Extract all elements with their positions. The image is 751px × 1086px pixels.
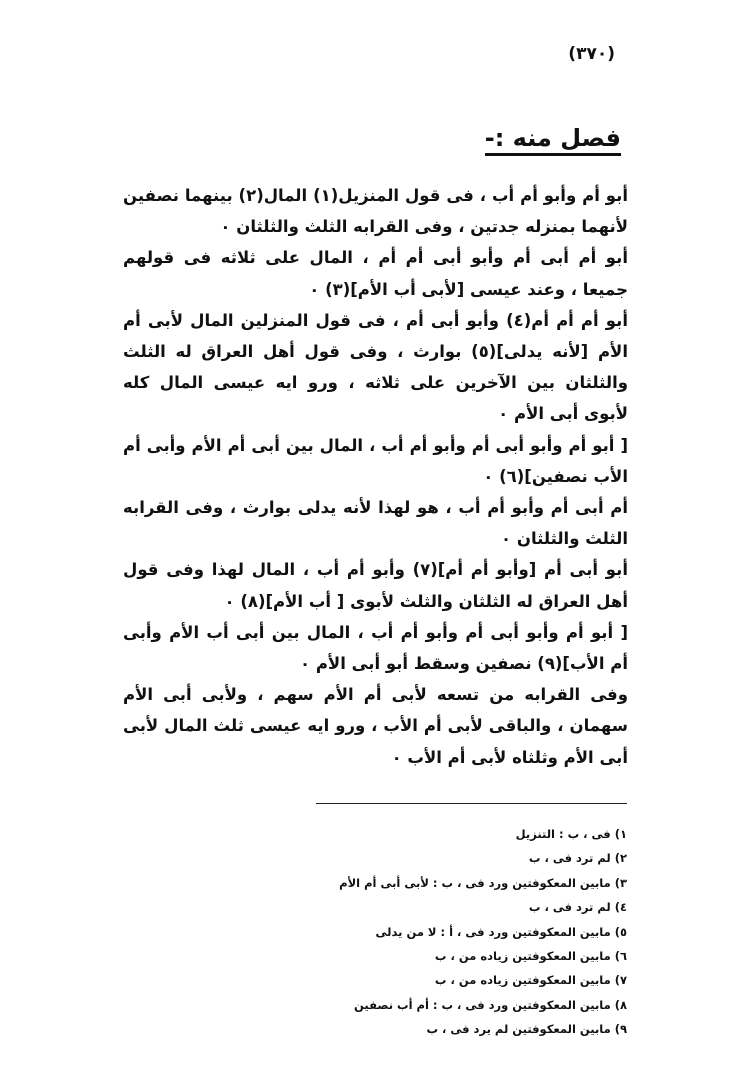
footnote: ٧) مابين المعكوفتين زياده من ، ب [434, 973, 627, 988]
paragraph: [ أبو أم وأبو أبى أم وأبو أم أب ، المال بين أبى أم الأم وأبى أم الأب نصفين](٦) ٠ [123, 435, 628, 486]
footnote: ٦) مابين المعكوفتين زياده من ، ب [434, 949, 627, 964]
body-text [123, 180, 628, 773]
paragraph: أم أبى أم وأبو أم أب ، هو لهذا لأنه يدلى بوارث ، وفى القرابه الثلث والثلثان ٠ [123, 498, 628, 549]
footnote: ٥) مابين المعكوفتين ورد فى ، أ : لا من يدلى [375, 924, 627, 939]
footnote: ٢) لم ترد فى ، ب [528, 851, 627, 866]
footnote: ١) فى ، ب : التنزيل [515, 827, 627, 841]
section-title: فصل منه :- [485, 124, 621, 156]
footnote: ٩) مابين المعكوفتين لم يرد فى ، ب [426, 1022, 627, 1037]
footnote: ٣) مابين المعكوفتين ورد فى ، ب : لأبى أبى أم الأم [339, 875, 627, 890]
paragraph: أبو أبى أم [وأبو أم أم](٧) وأبو أم أب ، المال لهذا وفى قول أهل العراق له الثلثان والثلث لأبوى [ أب الأم](٨) ٠ [123, 560, 628, 611]
footnote: ٤) لم ترد فى ، ب [528, 900, 627, 915]
paragraph: [ أبو أم وأبو أبى أم وأبو أم أب ، المال بين أبى أب الأم وأبى أم الأب](٩) نصفين وسقط أبو أبى الأم ٠ [123, 622, 628, 674]
page-number: (٣٧٠) [568, 44, 615, 64]
footnote-separator [316, 803, 627, 804]
paragraph: أبو أم أم أم(٤) وأبو أبى أم ، فى قول المنزلين المال لأبى أم الأم [لأنه يدلى](٥) بوارث ، وفى قول أهل العراق له الثلث والثلثان بين الآخرين على ثلاثه ، ورو ايه عيسى المال كله لأبوى أبى الأم ٠ [123, 310, 628, 424]
paragraph: أبو أم وأبو أم أب ، فى قول المنزيل(١) المال(٢) بينهما نصفين لأنهما بمنزله جدتين ، وفى القرابه الثلث والثلثان ٠ [123, 186, 628, 237]
paragraph: أبو أم أبى أم وأبو أبى أم أم ، المال على ثلاثه فى قولهم جميعا ، وعند عيسى [لأبى أب الأم](٣) ٠ [123, 248, 628, 299]
footnotes-list [297, 822, 627, 1042]
paragraph: وفى القرابه من تسعه لأبى أم الأم سهم ، ولأبى أبى الأم سهمان ، والباقى لأبى أم الأب ، ورو ايه عيسى ثلث المال لأبى أبى الأم وثلثاه لأبى أم الأب ٠ [123, 685, 628, 767]
footnote: ٨) مابين المعكوفتين ورد فى ، ب : أم أب نصفين [354, 997, 627, 1012]
